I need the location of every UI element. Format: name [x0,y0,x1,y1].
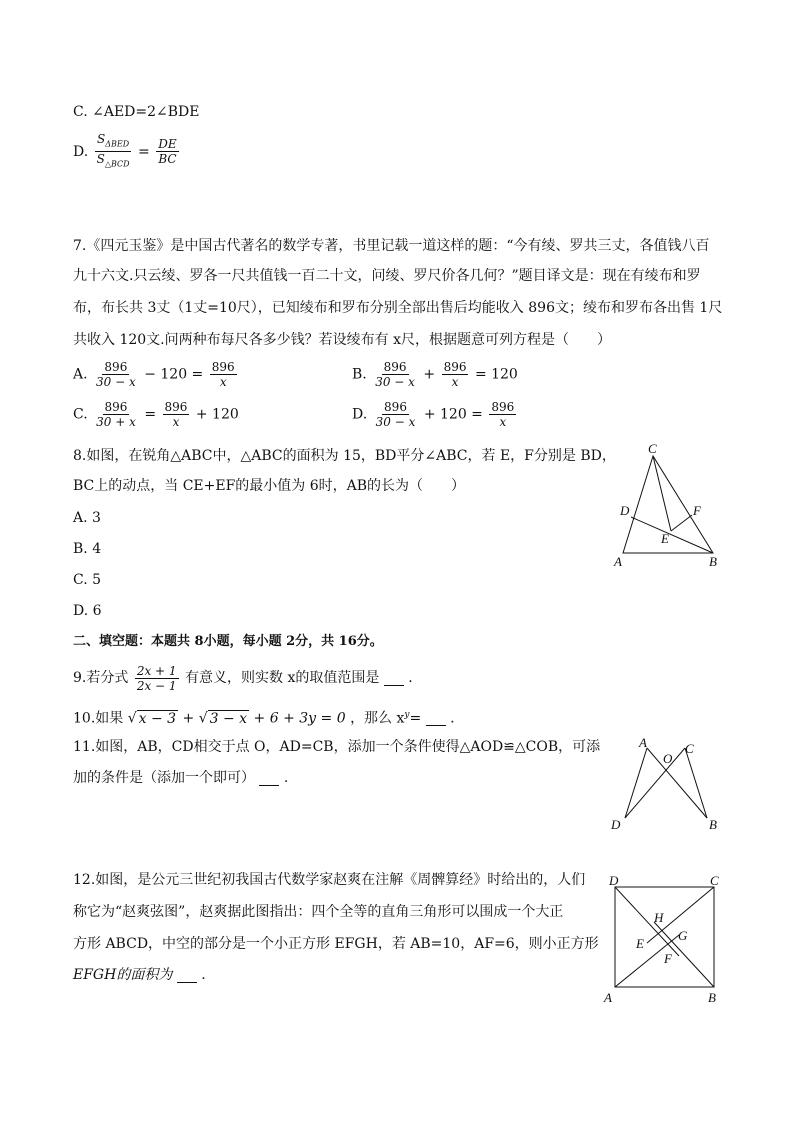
q8-label-a: A [614,554,622,569]
q12-label-f: F [664,951,672,966]
q7-option-b: B. $\frac{896}{30 - x}$ + $\frac{896}{x}$ = 120 [352,360,518,389]
q11-label-b: B [709,817,717,832]
q11-label-c: C [685,741,694,756]
q8-option-d: D. 6 [73,603,102,619]
q8-label-f: F [693,503,701,518]
q12-label-d: D [609,873,619,888]
q8-line-1: 8.如图，在锐角△ABC中，△ABC的面积为 15，BD平分∠ABC，若 E，F分别是 BD， [73,448,616,464]
q7-line-4: 共收入 120文.问两种布每尺各多少钱？若设绫布有 x尺，根据题意可列方程是（ ） [73,332,611,348]
q12-label-h: H [654,910,664,925]
q12-label-g: G [678,928,688,943]
q8-triangle-figure [605,440,735,575]
q8-option-b: B. 4 [73,541,102,557]
q12-label-a: A [604,990,612,1005]
q8-label-e: E [661,531,669,546]
q12-line-2: 称它为“赵爽弦图”，赵爽据此图指出：四个全等的直角三角形可以围成一个大正 [73,904,564,920]
q7-option-d: D. $\frac{896}{30 - x}$ + 120 = $\frac{896}{x}$ [352,400,515,429]
q8-line-2: BC上的动点，当 CE+EF的最小值为 6时，AB的长为（ ） [73,478,466,494]
q11-line-1: 11.如图，AB，CD相交于点 O，AD=CB，添加一个条件使得△AOD≌△COB，可添 [73,739,601,755]
q11-line-2: 加的条件是（添加一个即可） . [73,770,289,786]
q6-d-right-fraction: $\frac{DE}{BC}$ [158,137,177,167]
q11-label-a: A [639,735,647,750]
q12-label-b: B [708,990,716,1005]
q6-option-d: D. $\frac{S_{\Delta BED}}{S_{\triangle BCD}}$ = $\frac{DE}{BC}$ [73,132,181,172]
q11-answer-blank[interactable] [259,771,279,786]
q10-answer-blank[interactable] [426,711,446,726]
q8-option-c: C. 5 [73,572,102,588]
q12-label-e: E [636,936,644,951]
section-2-heading: 二、填空题：本题共 8小题，每小题 2分，共 16分。 [73,634,383,649]
q8-label-b: B [709,554,717,569]
q7-option-c: C. $\frac{896}{30 + x}$ = $\frac{896}{x}$ + 120 [73,400,239,429]
q12-zhao-shuang-figure [598,870,728,1010]
q11-label-o: O [663,751,673,766]
q7-line-3: 布，布长共 3丈（1丈=10尺），已知绫布和罗布分别全部出售后均能收入 896文；绫布和罗布各出售 1尺 [73,300,723,316]
q12-line-4: EFGH的面积为 . [73,967,206,983]
q9: 9.若分式 $\frac{2x + 1}{2x - 1}$ 有意义，则实数 x的取值范围是 . [73,663,413,693]
q6-option-c: C. ∠AED=2∠BDE [73,104,200,120]
q12-label-c: C [710,873,719,888]
q12-answer-blank[interactable] [177,968,197,983]
q7-line-2: 九十六文.只云绫、罗各一尺共值钱一百二十文，问绫、罗尺价各几何？”题目译文是：现在有绫布和罗 [73,268,701,284]
q10: 10.如果 √ x − 3 + √ 3 − x + 6 + 3y = 0 ，那么 $x^y=$ . [73,710,455,727]
q6-d-left-fraction: $\frac{S_{\Delta BED}}{S_{\triangle BCD}}$ [96,132,130,169]
q11-label-d: D [611,817,621,832]
q9-answer-blank[interactable] [384,671,404,686]
q8-label-d: D [620,503,630,518]
q12-line-1: 12.如图，是公元三世纪初我国古代数学家赵爽在注解《周髀算经》时给出的，人们 [73,872,586,888]
q8-label-c: C [648,441,657,456]
q7-option-a: A. $\frac{896}{30 - x}$ − 120 = $\frac{896}{x}$ [73,360,235,389]
q11-cross-figure [605,735,725,835]
q12-line-3: 方形 ABCD，中空的部分是一个小正方形 EFGH，若 AB=10，AF=6，则小正方形 [73,936,599,952]
q8-option-a: A. 3 [73,510,101,526]
q7-line-1: 7.《四元玉鉴》是中国古代著名的数学专著，书里记载一道这样的题：“今有绫、罗共三丈，各值钱八百 [73,238,710,254]
